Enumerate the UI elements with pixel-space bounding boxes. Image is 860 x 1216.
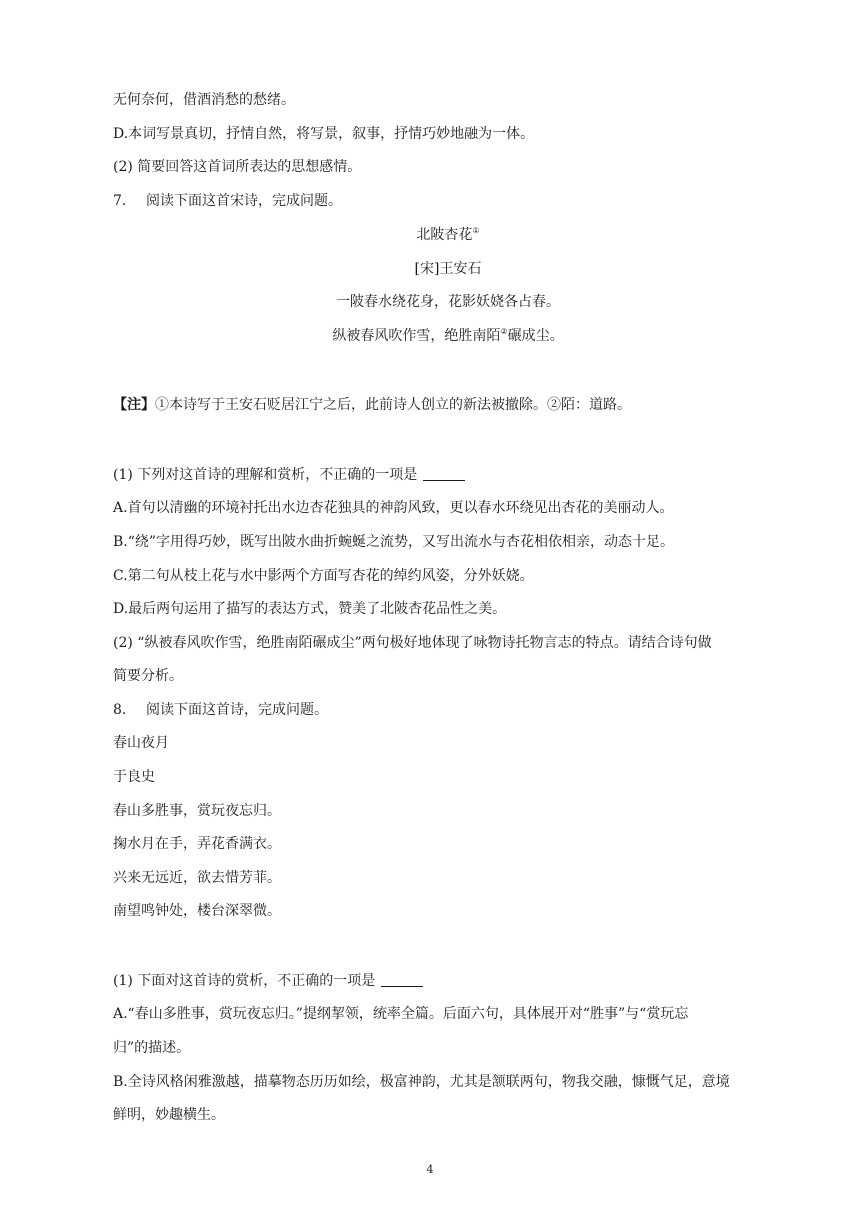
- note-label: 【注】: [113, 397, 155, 413]
- annotation-note: [113, 395, 783, 415]
- sub-question-text: (1) 下列对这首诗的理解和赏析，不正确的一项是: [113, 467, 418, 483]
- sub-question-1: [113, 971, 783, 991]
- poem-title-text: 北陂杏花: [416, 227, 473, 243]
- footnote-marker: ①: [472, 226, 480, 235]
- answer-blank[interactable]: [423, 466, 465, 481]
- option-d: D.最后两句运用了描写的表达方式，赞美了北陂杏花品性之美。: [113, 601, 507, 617]
- question-prompt: 阅读下面这首宋诗，完成问题。: [146, 193, 342, 209]
- option-a: A.“春山多胜事，赏玩夜忘归。”提纲挈领，统率全篇。后面六句，具体展开对“胜事”与“赏玩忘: [113, 1006, 689, 1022]
- poem-line: 一陂春水绕花身，花影妖娆各占春。: [336, 294, 560, 310]
- sub-question-2: (2) 简要回答这首词所表达的思想感情。: [113, 159, 362, 175]
- poem-author: [宋]王安石: [414, 261, 482, 277]
- text-line: 无何奈何，借酒消愁的愁绪。: [113, 92, 295, 108]
- poem-line: [113, 326, 783, 346]
- answer-blank[interactable]: [381, 972, 423, 987]
- poem-title: [113, 225, 783, 245]
- poem-author: 于良史: [113, 769, 155, 785]
- sub-question-1: [113, 465, 783, 485]
- poem-line: 兴来无远近，欲去惜芳菲。: [113, 870, 281, 886]
- option-d: D.本词写景真切，抒情自然，将写景，叙事，抒情巧妙地融为一体。: [113, 126, 535, 142]
- poem-line: 春山多胜事，赏玩夜忘归。: [113, 803, 281, 819]
- option-b-continued: 鲜明，妙趣横生。: [113, 1107, 225, 1123]
- note-text: ①本诗写于王安石贬居江宁之后，此前诗人创立的新法被撤除。②陌：道路。: [155, 397, 631, 413]
- page-number: 4: [426, 1163, 434, 1176]
- option-b: B.全诗风格闲雅激越，描摹物态历历如绘，极富神韵，尤其是颔联两句，物我交融，慷慨气足，意境: [113, 1074, 730, 1090]
- poem-line: 掬水月在手，弄花香满衣。: [113, 836, 281, 852]
- footnote-marker: ②: [500, 327, 508, 336]
- question-7-header: [113, 191, 783, 211]
- poem-line: 南望鸣钟处，楼台深翠微。: [113, 903, 281, 919]
- question-8-header: [113, 700, 783, 720]
- question-number: 8.: [113, 702, 127, 718]
- sub-question-2: (2) “纵被春风吹作雪，绝胜南陌碾成尘”两句极好地体现了咏物诗托物言志的特点。请结合诗句做: [113, 635, 712, 651]
- question-prompt: 阅读下面这首诗，完成问题。: [146, 702, 328, 718]
- poem-line-part: 纵被春风吹作雪，绝胜南陌: [332, 328, 501, 344]
- sub-question-2-continued: 简要分析。: [113, 668, 183, 684]
- option-a: A.首句以清幽的环境衬托出水边杏花独具的神韵风致，更以春水环绕见出杏花的美丽动人。: [113, 500, 674, 516]
- sub-question-text: (1) 下面对这首诗的赏析，不正确的一项是: [113, 973, 376, 989]
- question-number: 7.: [113, 193, 127, 209]
- option-c: C.第二句从枝上花与水中影两个方面写杏花的绰约风姿，分外妖娆。: [113, 568, 534, 584]
- option-a-continued: 归”的描述。: [113, 1040, 191, 1056]
- poem-line-part: 碾成尘。: [507, 328, 564, 344]
- option-b: B.“绕”字用得巧妙，既写出陂水曲折蜿蜒之流势，又写出流水与杏花相依相亲，动态十足。: [113, 534, 675, 550]
- poem-title: 春山夜月: [113, 735, 169, 751]
